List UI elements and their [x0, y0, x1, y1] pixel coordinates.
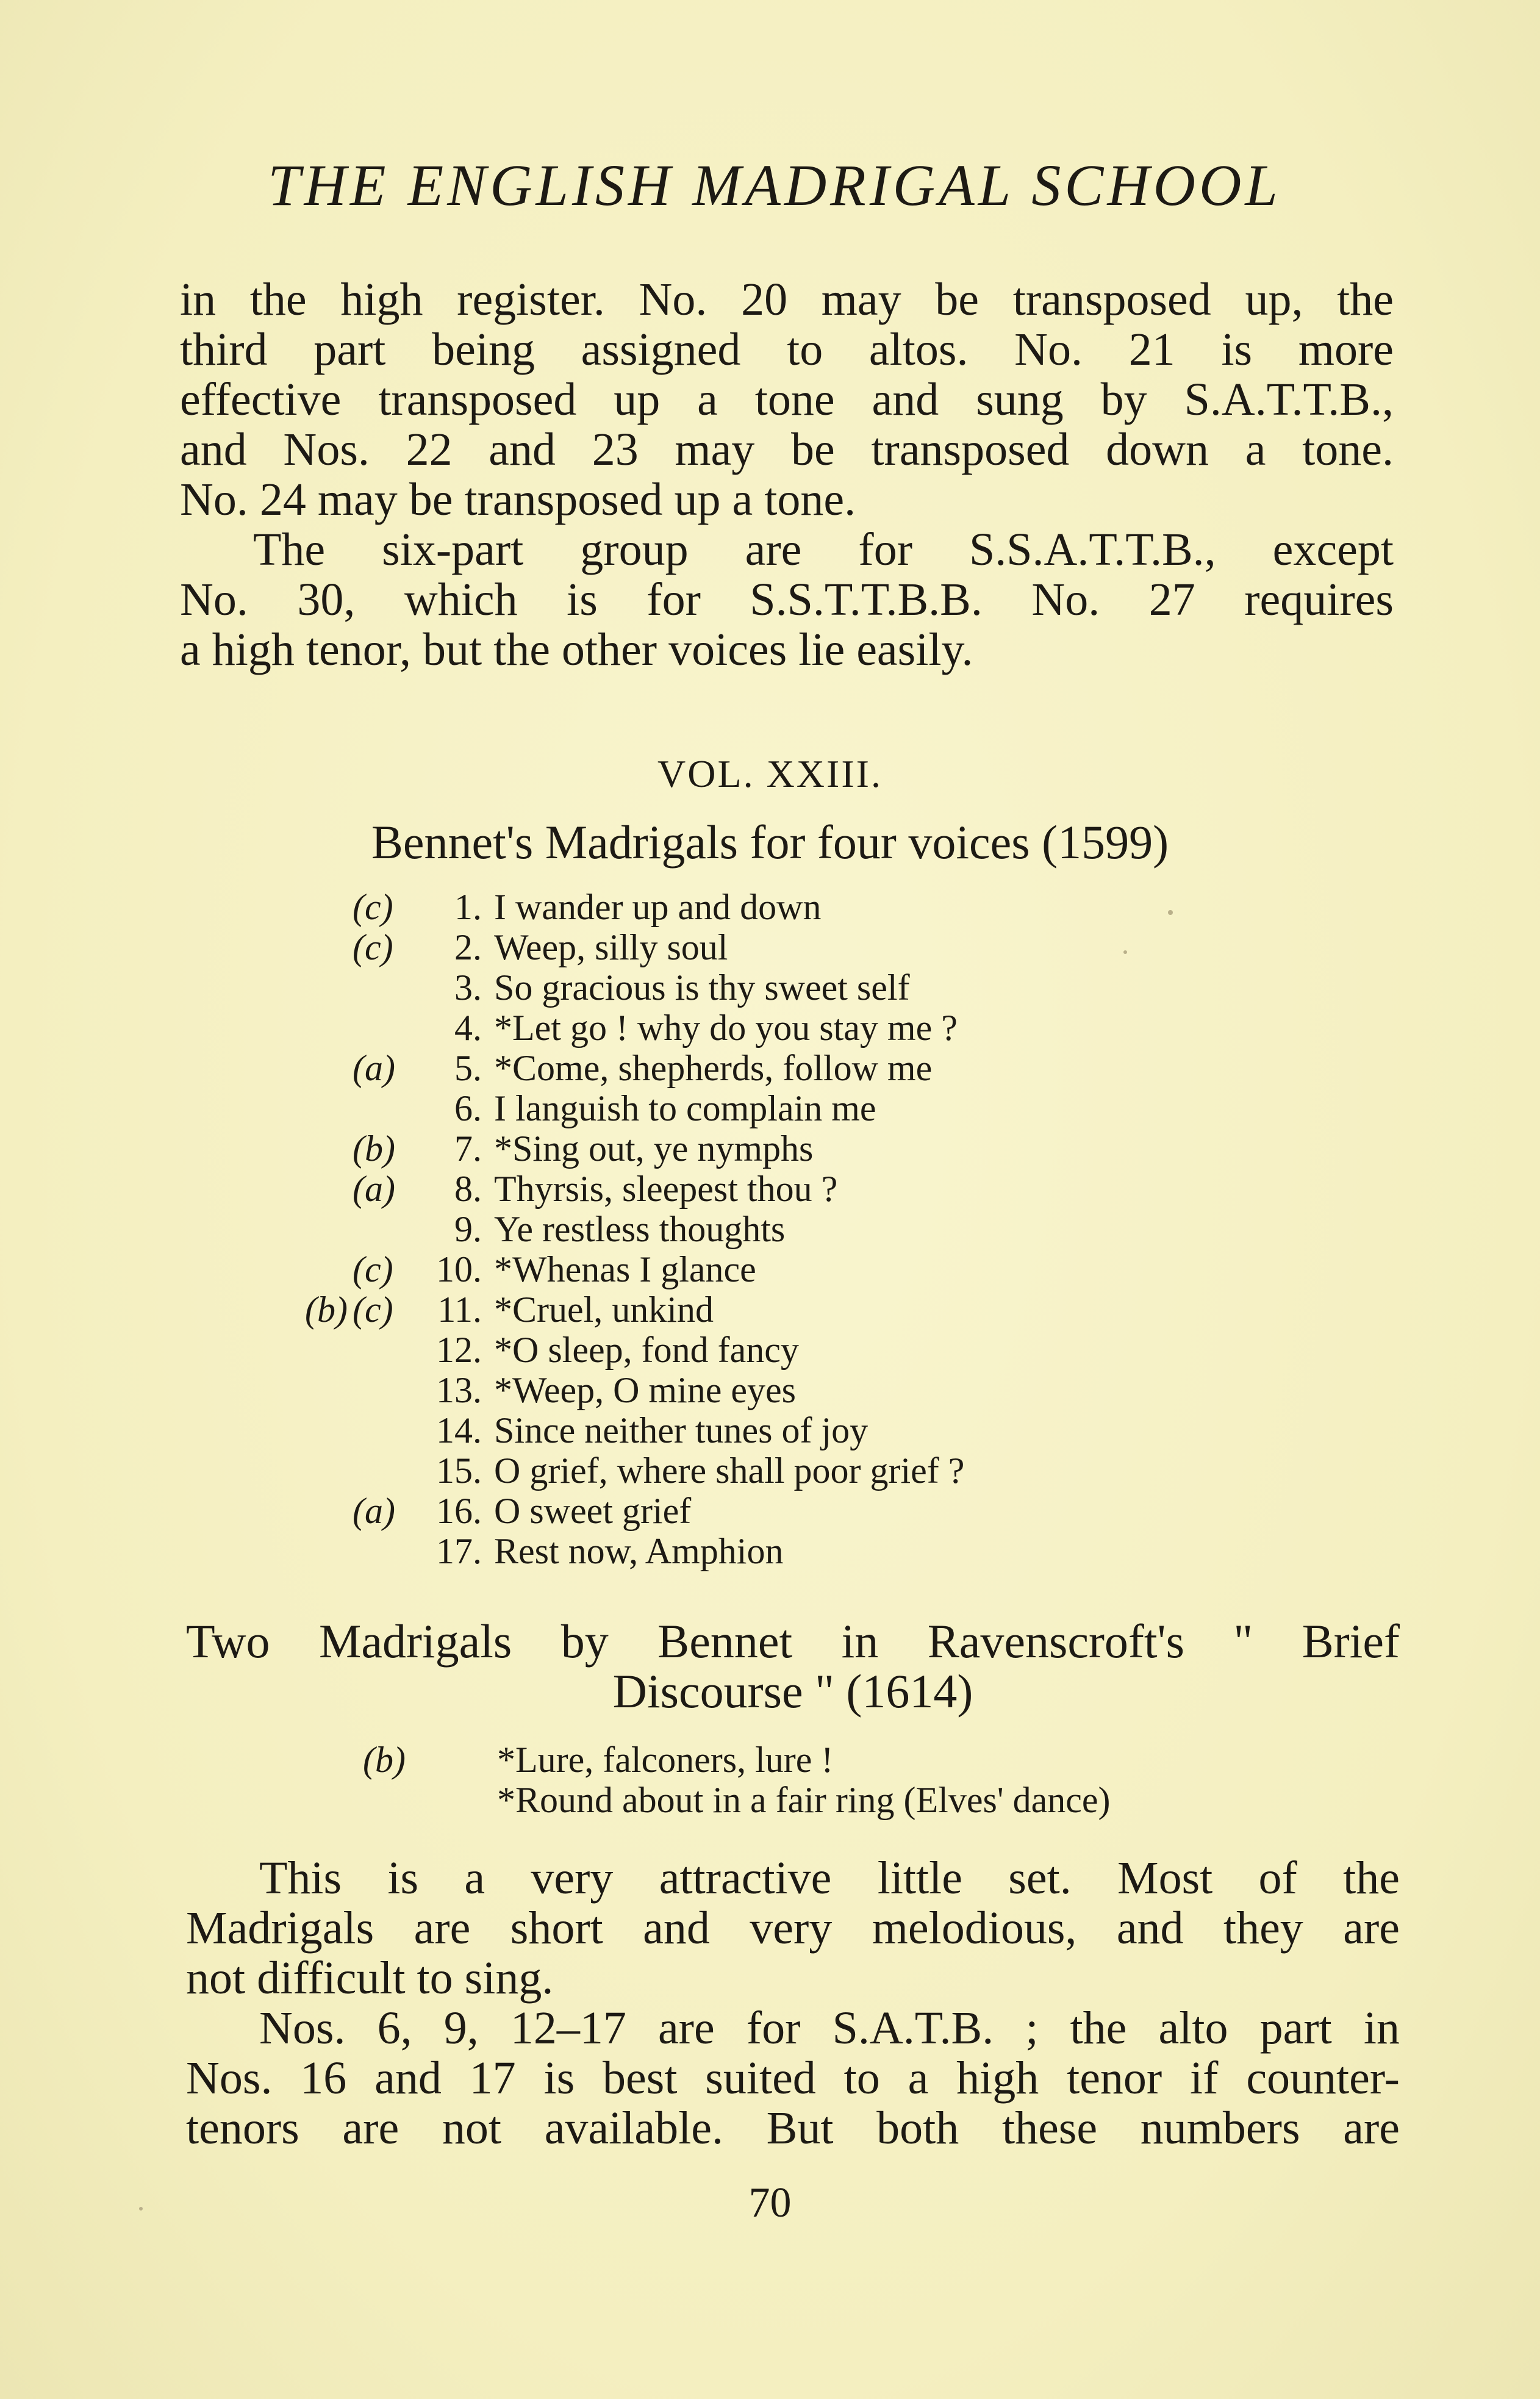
- difficulty-grade: (b): [353, 1128, 395, 1169]
- text-line: and Nos. 22 and 23 may be transposed down a tone.: [180, 424, 1394, 475]
- item-title: *Come, shepherds, follow me: [494, 1048, 933, 1088]
- item-title: *Round about in a fair ring (Elves' dance): [497, 1780, 1111, 1820]
- text-line: Madrigals are short and very melodious, and they are: [186, 1902, 1400, 1954]
- item-number: 10.: [436, 1249, 482, 1289]
- text-line: in the high register. No. 20 may be transposed up, the: [180, 274, 1394, 325]
- text-line: third part being assigned to altos. No. 21 is more: [180, 324, 1394, 375]
- difficulty-grade: (c): [353, 887, 393, 927]
- item-title: *Weep, O mine eyes: [494, 1370, 796, 1410]
- paragraph-transposition-notes: [180, 274, 1394, 525]
- difficulty-grade: (a): [353, 1169, 395, 1209]
- paper-speck: [1123, 950, 1127, 954]
- item-number: 2.: [454, 927, 482, 967]
- item-title: Weep, silly soul: [494, 927, 728, 967]
- item-number: 9.: [454, 1209, 482, 1249]
- difficulty-grade: (b): [363, 1740, 406, 1780]
- item-number: 12.: [436, 1330, 482, 1370]
- item-number: 14.: [436, 1410, 482, 1451]
- item-number: 13.: [436, 1370, 482, 1410]
- running-head: THE ENGLISH MADRIGAL SCHOOL: [268, 152, 1281, 218]
- text-line: This is a very attractive little set. Most of the: [259, 1852, 1400, 1904]
- difficulty-grade: (a): [353, 1491, 395, 1531]
- item-title: I wander up and down: [494, 887, 822, 927]
- item-title: Rest now, Amphion: [494, 1531, 784, 1571]
- margin-mark: (b): [305, 1289, 348, 1330]
- paper-speck: [139, 2207, 143, 2211]
- paragraph-set-description: [186, 1853, 1400, 2003]
- paragraph-six-part-group: [180, 525, 1394, 675]
- text-line: No. 24 may be transposed up a tone.: [180, 474, 856, 525]
- item-title: O grief, where shall poor grief ?: [494, 1451, 965, 1491]
- text-line: Discourse " (1614): [612, 1665, 973, 1718]
- item-title: *Sing out, ye nymphs: [494, 1128, 814, 1169]
- item-number: 6.: [454, 1088, 482, 1128]
- item-number: 3.: [454, 967, 482, 1008]
- text-line: effective transposed up a tone and sung by S.A.T.T.B.,: [180, 374, 1394, 425]
- paragraph-voicing-notes: [186, 2003, 1400, 2153]
- item-number: 11.: [437, 1289, 482, 1330]
- difficulty-grade: (c): [353, 1249, 393, 1289]
- item-number: 7.: [454, 1128, 482, 1169]
- item-number: 5.: [454, 1048, 482, 1088]
- item-title: Since neither tunes of joy: [494, 1410, 868, 1451]
- item-title: Ye restless thoughts: [494, 1209, 786, 1249]
- text-line: not difficult to sing.: [186, 1953, 554, 2004]
- set-title: Bennet's Madrigals for four voices (1599): [371, 816, 1169, 869]
- text-line: tenors are not available. But both these numbers are: [186, 2103, 1400, 2154]
- ravenscroft-set-title: [186, 1616, 1400, 1716]
- item-title: O sweet grief: [494, 1491, 692, 1531]
- item-title: *O sleep, fond fancy: [494, 1330, 799, 1370]
- difficulty-grade: (a): [353, 1048, 395, 1088]
- item-title: I languish to complain me: [494, 1088, 876, 1128]
- volume-heading: VOL. XXIII.: [657, 752, 883, 795]
- item-title: Thyrsis, sleepest thou ?: [494, 1169, 838, 1209]
- text-line: Nos. 6, 9, 12–17 are for S.A.T.B. ; the alto part in: [259, 2003, 1400, 2054]
- item-number: 17.: [436, 1531, 482, 1571]
- text-line: Nos. 16 and 17 is best suited to a high tenor if counter-: [186, 2053, 1400, 2104]
- item-number: 15.: [436, 1451, 482, 1491]
- paper-speck: [1168, 910, 1173, 915]
- text-line: No. 30, which is for S.S.T.T.B.B. No. 27 requires: [180, 574, 1394, 625]
- difficulty-grade: (c): [353, 927, 393, 967]
- text-line: a high tenor, but the other voices lie easily.: [180, 624, 973, 675]
- page-number: 70: [748, 2179, 792, 2226]
- text-line: The six-part group are for S.S.A.T.T.B., except: [253, 524, 1394, 575]
- text-line: Two Madrigals by Bennet in Ravenscroft's " Brief: [186, 1615, 1400, 1668]
- item-title: *Lure, falconers, lure !: [497, 1740, 834, 1780]
- item-number: 16.: [436, 1491, 482, 1531]
- item-title: *Let go ! why do you stay me ?: [494, 1008, 958, 1048]
- item-number: 4.: [454, 1008, 482, 1048]
- item-title: So gracious is thy sweet self: [494, 967, 910, 1008]
- item-title: *Cruel, unkind: [494, 1289, 714, 1330]
- item-title: *Whenas I glance: [494, 1249, 756, 1289]
- item-number: 1.: [454, 887, 482, 927]
- difficulty-grade: (c): [353, 1289, 393, 1330]
- item-number: 8.: [454, 1169, 482, 1209]
